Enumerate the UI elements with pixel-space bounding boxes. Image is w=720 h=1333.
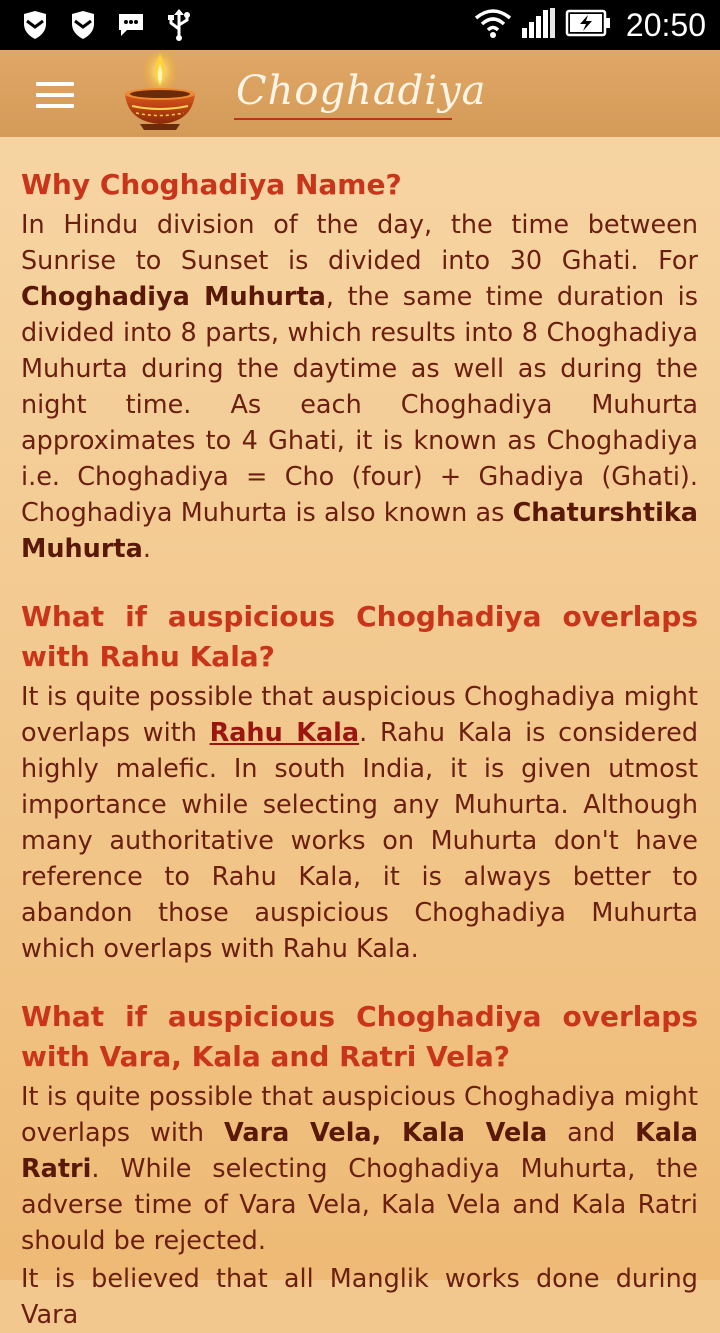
bold-term: Vara Vela, Kala Vela bbox=[224, 1118, 548, 1148]
section-vara-kala-ratri bbox=[21, 997, 698, 1333]
app-bar bbox=[0, 50, 720, 137]
battery-charging-icon bbox=[566, 10, 610, 40]
section-heading: What if auspicious Choghadiya overlaps with Vara, Kala and Ratri Vela? bbox=[21, 1000, 698, 1073]
section-body bbox=[21, 207, 698, 567]
section-rahu-kala bbox=[21, 597, 698, 967]
body-text: , the same time duration is divided into 8 parts, which results into 8 Choghadiya Muhurta during the daytime as well as during the night time. As each Choghadiya Muhurta approximates to 4 Ghati, it is known as Choghadiya i.e. Choghadiya = Cho (four) + Ghadiya (Ghati). Choghadiya Muhurta is also known as bbox=[21, 282, 698, 528]
body-text: In Hindu division of the day, the time between Sunrise to Sunset is divided into 30 Ghati. For bbox=[21, 210, 698, 276]
bold-term: Choghadiya Muhurta bbox=[21, 282, 326, 312]
section-heading: Why Choghadiya Name? bbox=[21, 168, 402, 201]
section-heading: What if auspicious Choghadiya overlaps with Rahu Kala? bbox=[21, 600, 698, 673]
shield-icon bbox=[22, 8, 48, 42]
body-text: and bbox=[547, 1118, 636, 1148]
chat-icon bbox=[118, 8, 144, 42]
hamburger-menu-icon[interactable] bbox=[30, 75, 82, 115]
status-time: 20:50 bbox=[625, 6, 706, 43]
rahu-kala-link[interactable]: Rahu Kala bbox=[209, 718, 360, 748]
title-underline bbox=[234, 118, 452, 120]
app-title: Choghadiya bbox=[236, 68, 487, 114]
section-body bbox=[21, 1079, 698, 1259]
bold-term: Chaturshtika Muhurta bbox=[21, 498, 698, 564]
section-body-continued: It is believed that all Manglik works done during Vara bbox=[21, 1264, 698, 1330]
shield-icon bbox=[70, 8, 96, 42]
signal-icon bbox=[522, 8, 556, 42]
section-why-choghadiya bbox=[21, 165, 698, 567]
section-body bbox=[21, 679, 698, 967]
body-text: . bbox=[142, 534, 151, 564]
body-text: . Rahu Kala is considered highly malefic. In south India, it is given utmost importance while selecting any Muhurta. Although many authoritative works on Muhurta don't have reference to Rahu Kala, it is always better to abandon those auspicious Choghadiya Muhurta which overlaps with Rahu Kala. bbox=[21, 718, 699, 964]
wifi-icon bbox=[474, 8, 512, 42]
bold-term: Kala Ratri bbox=[21, 1118, 698, 1184]
diya-lamp-icon bbox=[120, 50, 200, 137]
body-text: . While selecting Choghadiya Muhurta, the adverse time of Vara Vela, Kala Vela and Kala Ratri should be rejected. bbox=[21, 1154, 698, 1256]
body-text: It is quite possible that auspicious Choghadiya might overlaps with bbox=[21, 682, 698, 748]
article-content[interactable] bbox=[0, 137, 720, 1330]
status-bar bbox=[0, 0, 720, 50]
usb-icon bbox=[166, 8, 192, 42]
body-text: It is quite possible that auspicious Choghadiya might overlaps with bbox=[21, 1082, 698, 1148]
